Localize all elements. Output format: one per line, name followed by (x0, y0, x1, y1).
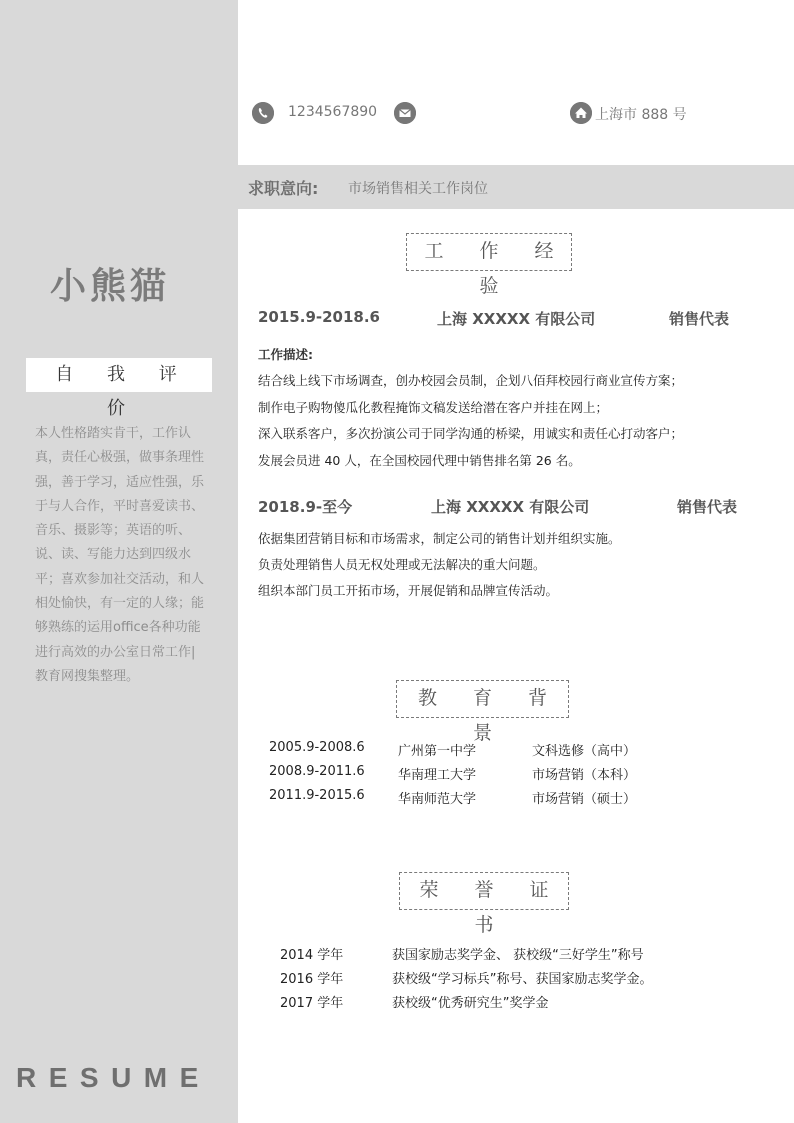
job-desc-line: 依据集团营销目标和市场需求，制定公司的销售计划并组织实施。 (258, 531, 621, 546)
address: 上海市 888 号 (595, 107, 687, 123)
edu-period: 2011.9-2015.6 (269, 788, 365, 803)
phone-number: 1234567890 (288, 104, 378, 120)
job-intent-bar (238, 165, 794, 209)
edu-school: 华南理工大学 (398, 768, 477, 783)
honors-section-title: 荣 誉 证 书 (399, 872, 569, 910)
job-role: 销售代表 (677, 498, 738, 516)
honor-text: 获校级“学习标兵”称号、获国家励志奖学金。 (392, 972, 653, 987)
job-company: 上海 XXXXX 有限公司 (431, 498, 590, 516)
job-header (258, 308, 758, 330)
job-desc-line: 组织本部门员工开拓市场，开展促销和品牌宣传活动。 (258, 583, 559, 598)
self-eval-heading: 自 我 评 价 (26, 358, 212, 392)
edu-major: 市场营销（本科） (532, 768, 637, 783)
job-desc-line: 发展会员进 40 人，在全国校园代理中销售排名第 26 名。 (258, 452, 581, 468)
job-period: 2018.9-至今 (258, 498, 353, 516)
job-company: 上海 XXXXX 有限公司 (437, 310, 596, 328)
list-item (280, 968, 720, 992)
honor-text: 获国家励志奖学金、 获校级“三好学生”称号 (392, 948, 644, 963)
honor-text: 获校级“优秀研究生”奖学金 (392, 996, 549, 1011)
list-item (269, 740, 729, 764)
honor-year: 2014 学年 (280, 948, 344, 963)
education-section-title: 教 育 背 景 (396, 680, 569, 718)
work-section-title: 工 作 经 验 (406, 233, 572, 271)
education-list (269, 740, 729, 812)
honors-list (280, 944, 720, 1016)
job-desc (258, 368, 758, 474)
job-intent-label: 求职意向: (248, 179, 319, 198)
job-desc-line: 结合线上线下市场调查，创办校园会员制，企划八佰拜校园行商业宣传方案； (258, 373, 684, 388)
job-desc-line: 深入联系客户，多次扮演公司于同学沟通的桥梁，用诚实和责任心打动客户； (258, 426, 684, 441)
edu-major: 文科选修（高中） (532, 744, 637, 759)
job-desc (258, 526, 758, 604)
home-icon (570, 102, 592, 124)
resume-word: RESUME (16, 1062, 211, 1093)
job-intent-value: 市场销售相关工作岗位 (348, 181, 488, 197)
honor-year: 2017 学年 (280, 996, 344, 1011)
edu-school: 华南师范大学 (398, 792, 477, 807)
edu-period: 2008.9-2011.6 (269, 764, 365, 779)
contact-row (252, 100, 772, 126)
edu-period: 2005.9-2008.6 (269, 740, 365, 755)
list-item (269, 788, 729, 812)
honor-year: 2016 学年 (280, 972, 344, 987)
mail-icon (394, 102, 416, 124)
edu-major: 市场营销（硕士） (532, 792, 637, 807)
edu-school: 广州第一中学 (398, 744, 477, 759)
list-item (269, 764, 729, 788)
self-eval-text: 本人性格踏实肯干，工作认真，责任心极强，做事条理性强，善于学习，适应性强，乐于与人合作，平时喜爱读书、音乐、摄影等；英语的听、说、读、写能力达到四级水平；喜欢参加社交活动，和人相处愉快，有一定的人缘；能够熟练的运用office各种功能进行高效的办公室日常工作|教育网搜集整理。 (35, 426, 205, 684)
list-item (280, 944, 720, 968)
candidate-name: 小熊猫 (49, 266, 170, 307)
job-desc-line: 负责处理销售人员无权处理或无法解决的重大问题。 (258, 557, 546, 572)
job-role: 销售代表 (669, 310, 730, 328)
job-period: 2015.9-2018.6 (258, 308, 380, 326)
list-item (280, 992, 720, 1016)
sidebar (0, 0, 238, 1123)
phone-icon (252, 102, 274, 124)
job-header (258, 496, 758, 518)
job-desc-label: 工作描述: (258, 347, 313, 362)
job-desc-line: 制作电子购物傻瓜化教程掩饰文稿发送给潜在客户并挂在网上； (258, 399, 609, 415)
